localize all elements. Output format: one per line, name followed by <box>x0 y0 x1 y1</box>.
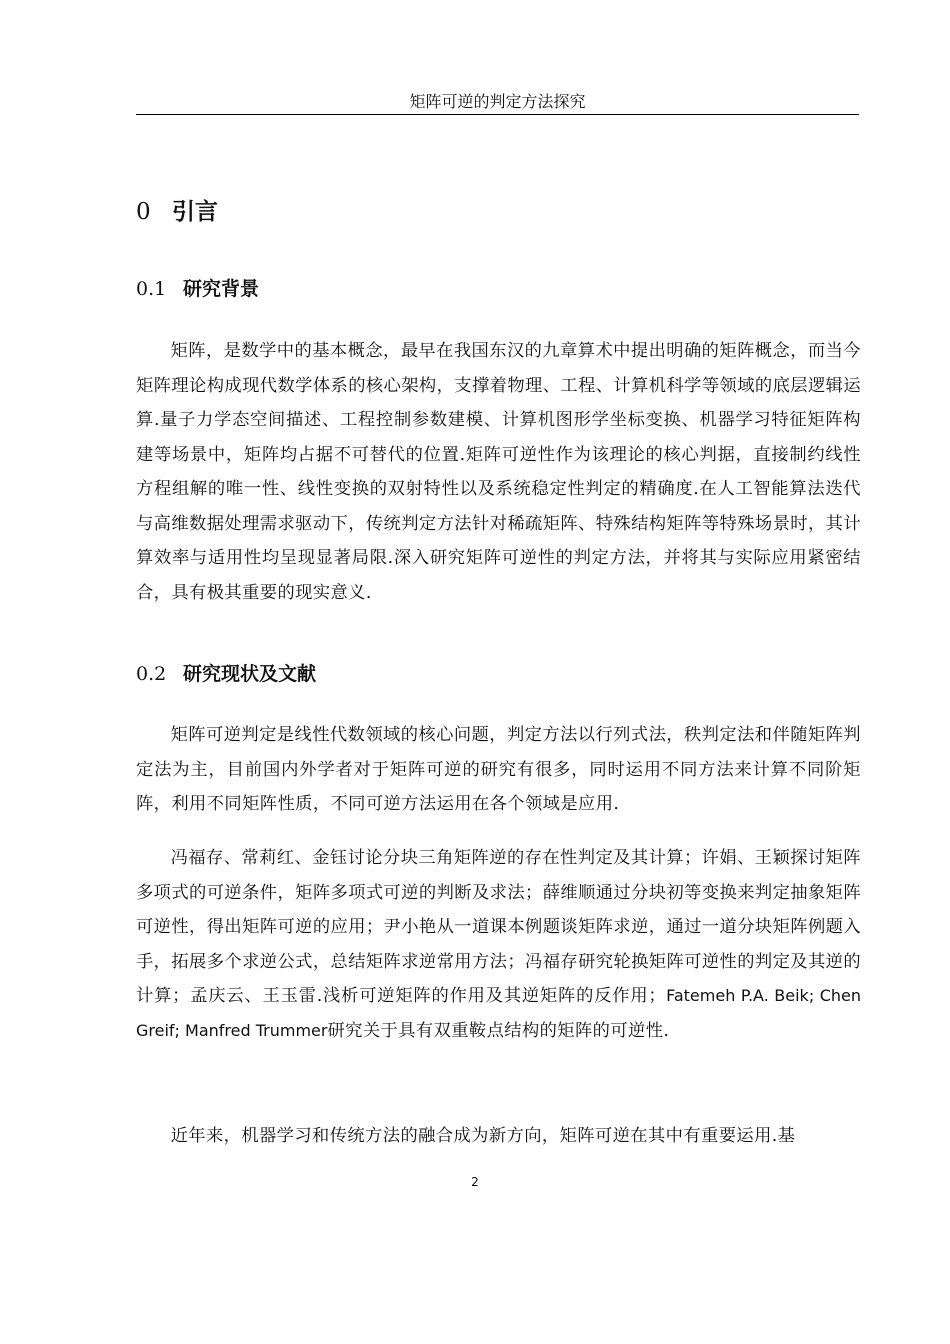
section-heading <box>136 197 218 227</box>
subsection-number: 0.2 <box>136 663 167 685</box>
paragraph-recent: 近年来，机器学习和传统方法的融合成为新方向，矩阵可逆在其中有重要运用.基 <box>170 1126 796 1146</box>
page-number: 2 <box>471 1175 479 1189</box>
subsection-heading-background <box>136 276 259 302</box>
subsection-title: 研究背景 <box>183 278 260 300</box>
literature-authors-latin: Fatemeh P.A. Beik; Chen Greif; Manfred Trummer <box>136 986 861 1040</box>
literature-text-cn: 冯福存、常莉红、金钰讨论分块三角矩阵逆的存在性判定及其计算；许娟、王颖探讨矩阵多项式的可逆条件，矩阵多项式可逆的判断及求法；薛维顺通过分块初等变换来判定抽象矩阵可逆性，得出矩阵可逆的应用；尹小艳从一道课本例题谈矩阵求逆，通过一道分块矩阵例题入手，拓展多个求逆公式，总结矩阵求逆常用方法；冯福存研究轮换矩阵可逆性的判定及其逆的计算；孟庆云、王玉雷.浅析可逆矩阵的作用及其逆矩阵的反作用； <box>136 848 861 1006</box>
paragraph-literature <box>136 841 861 1048</box>
literature-text-cn-end: 研究关于具有双重鞍点结构的矩阵的可逆性. <box>327 1020 670 1041</box>
section-title: 引言 <box>172 199 218 225</box>
subsection-heading-literature <box>136 661 316 687</box>
section-number: 0 <box>136 199 151 225</box>
paragraph-status: 矩阵可逆判定是线性代数领域的核心问题，判定方法以行列式法，秩判定法和伴随矩阵判定法为主，目前国内外学者对于矩阵可逆的研究有很多，同时运用不同方法来计算不同阶矩阵，利用不同矩阵性质，不同可逆方法运用在各个领域是应用. <box>136 725 861 814</box>
subsection-number: 0.1 <box>136 278 167 300</box>
header-rule <box>136 114 859 115</box>
running-header: 矩阵可逆的判定方法探究 <box>409 92 586 111</box>
subsection-title: 研究现状及文献 <box>183 663 317 685</box>
paragraph-background: 矩阵，是数学中的基本概念，最早在我国东汉的九章算术中提出明确的矩阵概念，而当今矩阵理论构成现代数学体系的核心架构，支撑着物理、工程、计算机科学等领域的底层逻辑运算.量子力学态空间描述、工程控制参数建模、计算机图形学坐标变换、机器学习特征矩阵构建等场景中，矩阵均占据不可替代的位置.矩阵可逆性作为该理论的核心判据，直接制约线性方程组解的唯一性、线性变换的双射特性以及系统稳定性判定的精确度.在人工智能算法迭代与高维数据处理需求驱动下，传统判定方法针对稀疏矩阵、特殊结构矩阵等特殊场景时，其计算效率与适用性均呈现显著局限.深入研究矩阵可逆性的判定方法，并将其与实际应用紧密结合，具有极其重要的现实意义. <box>136 341 861 603</box>
